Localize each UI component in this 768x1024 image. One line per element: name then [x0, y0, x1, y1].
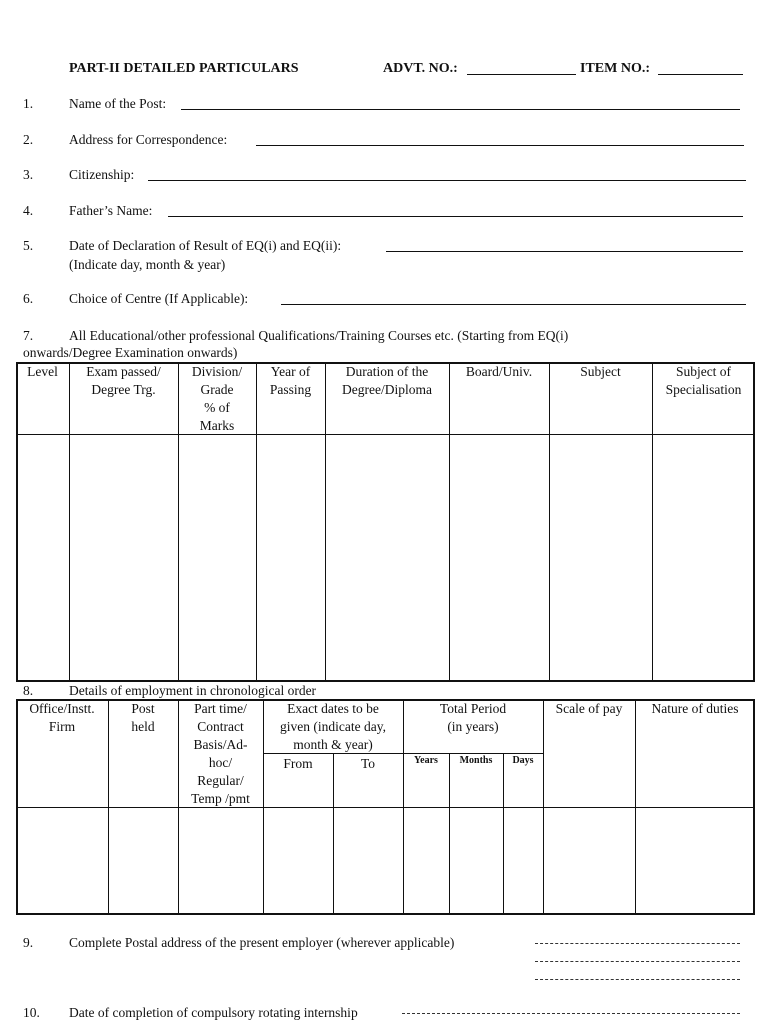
section-8-text: Details of employment in chronological order: [69, 683, 317, 698]
section-7-text: All Educational/other professional Qualifications/Training Courses etc. (Starting from EQ(i): [69, 328, 569, 343]
column-header-total-period: Total Period (in years): [439, 701, 507, 734]
column-header-part-time: Part time/ Contract Basis/Ad- hoc/ Regular/ Temp /pmt: [191, 701, 250, 806]
column-header-board: Board/Univ.: [465, 364, 533, 379]
field-2-number: 2.: [23, 132, 34, 147]
column-header-division: Division/ Grade % of Marks: [191, 364, 243, 433]
item-no-field[interactable]: [658, 74, 743, 75]
field-4-number: 4.: [23, 203, 34, 218]
column-header-exam-passed: Exam passed/ Degree Trg.: [86, 364, 161, 397]
field-1-number: 1.: [23, 96, 34, 111]
field-1-label: Name of the Post:: [69, 96, 167, 111]
form-title: PART-II DETAILED PARTICULARS: [69, 61, 299, 76]
field-3-number: 3.: [23, 167, 34, 182]
column-header-from: From: [283, 756, 313, 771]
field-5-note: (Indicate day, month & year): [69, 257, 226, 272]
column-header-exact-dates: Exact dates to be given (indicate day, month & year): [280, 701, 386, 752]
field-5-number: 5.: [23, 238, 34, 253]
column-header-years: Years: [414, 755, 438, 766]
column-header-nature-of-duties: Nature of duties: [651, 701, 739, 716]
qualifications-entry-area[interactable]: [17, 435, 754, 681]
column-header-days: Days: [512, 755, 534, 766]
section-7-number: 7.: [23, 328, 34, 343]
choice-of-centre-field[interactable]: [281, 304, 746, 305]
field-4-label: Father’s Name:: [69, 203, 153, 218]
result-date-field[interactable]: [386, 251, 743, 252]
section-10-number: 10.: [23, 1005, 40, 1020]
column-header-specialisation: Subject of Specialisation: [665, 364, 742, 397]
fathers-name-field[interactable]: [168, 216, 743, 217]
column-header-subject: Subject: [580, 364, 621, 379]
section-9-number: 9.: [23, 935, 34, 950]
address-field[interactable]: [256, 145, 744, 146]
field-6-label: Choice of Centre (If Applicable):: [69, 291, 249, 306]
field-5-label: Date of Declaration of Result of EQ(i) and EQ(ii):: [69, 238, 342, 253]
employer-address-line-3[interactable]: [535, 979, 740, 980]
field-2-label: Address for Correspondence:: [69, 132, 228, 147]
name-of-post-field[interactable]: [181, 109, 740, 110]
section-7-text-continued: onwards/Degree Examination onwards): [23, 345, 238, 360]
column-header-scale-of-pay: Scale of pay: [555, 701, 623, 716]
column-header-post-held: Post held: [131, 701, 155, 734]
employment-entry-area[interactable]: [17, 808, 754, 914]
field-3-label: Citizenship:: [69, 167, 135, 182]
advt-no-label: ADVT. NO.:: [383, 61, 458, 76]
field-6-number: 6.: [23, 291, 34, 306]
employer-address-line-2[interactable]: [535, 961, 740, 962]
column-header-months: Months: [459, 755, 493, 766]
section-9-text: Complete Postal address of the present employer (wherever applicable): [69, 935, 455, 950]
employer-address-line-1[interactable]: [535, 943, 740, 944]
column-header-duration: Duration of the Degree/Diploma: [342, 364, 432, 397]
citizenship-field[interactable]: [148, 180, 746, 181]
column-header-to: To: [360, 756, 376, 771]
advt-no-field[interactable]: [467, 74, 576, 75]
internship-date-field[interactable]: [402, 1013, 740, 1014]
column-header-office: Office/Instt. Firm: [29, 701, 95, 734]
column-header-year: Year of Passing: [269, 364, 312, 397]
item-no-label: ITEM NO.:: [580, 61, 650, 76]
section-10-text: Date of completion of compulsory rotating internship: [69, 1005, 358, 1020]
column-header-level: Level: [27, 364, 58, 379]
section-8-number: 8.: [23, 683, 34, 698]
